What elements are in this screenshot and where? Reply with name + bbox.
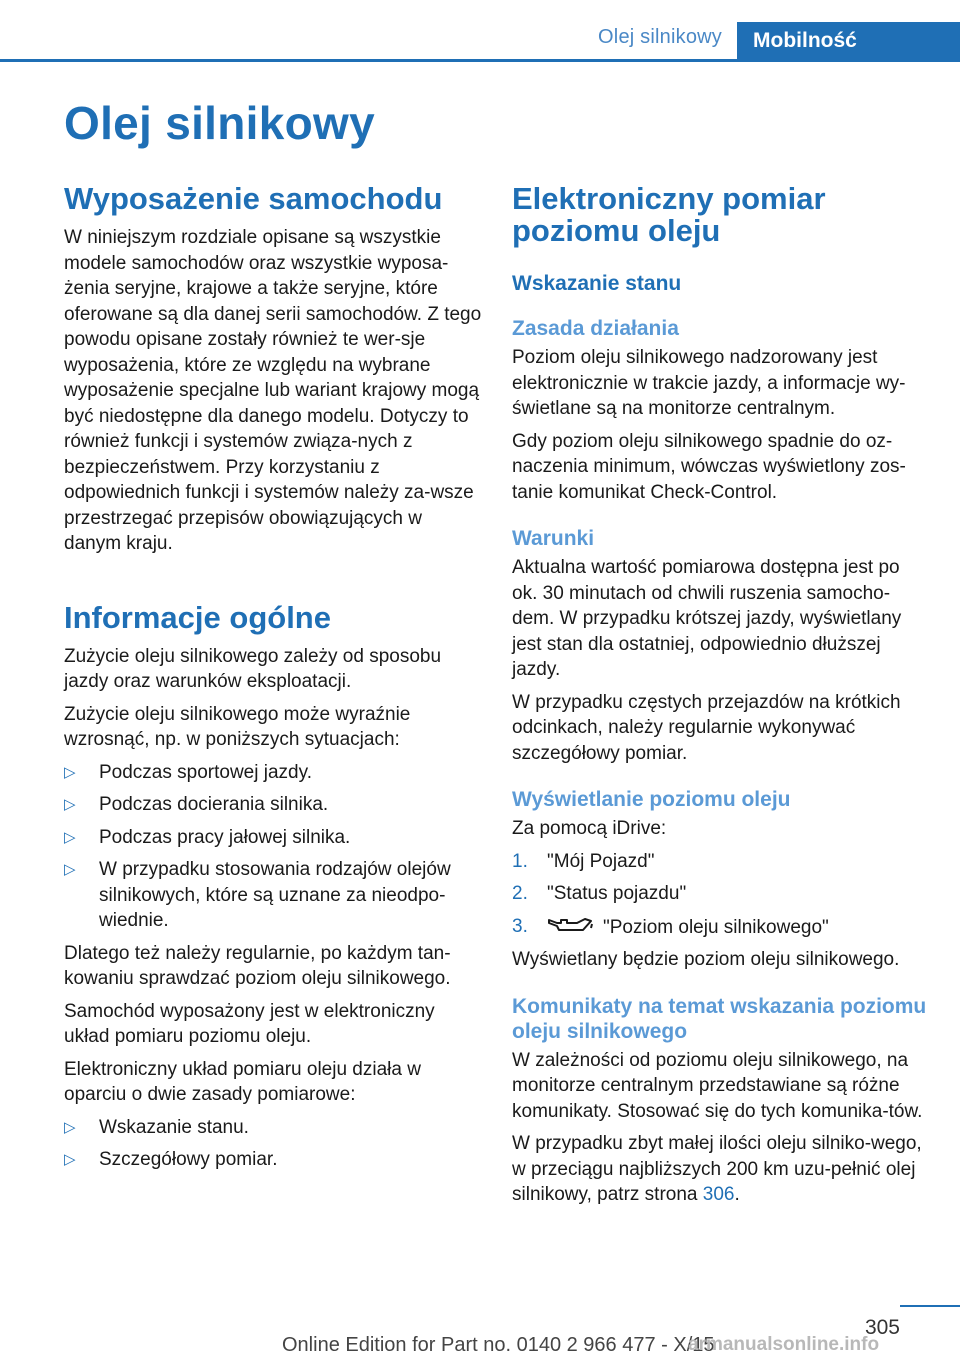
heading-wskazanie-stanu: Wskazanie stanu — [512, 272, 682, 295]
oil-can-icon — [547, 914, 595, 936]
paragraph-wyposazenie: W niniejszym rozdziale opisane są wszystkie modele samochodów oraz wszystkie wyposa‐żenia seryjne, krajowe a także seryjne, które oferowane są dla danej serii samochodów. Z tego powodu opisane zostały również te wer‐sje wyposażenia, które ze względu na wybrane wyposażenie specjalne lub wariant krajowy mogą być niedostępne dla danego modelu. Dotyczy to również funkcji i systemów związa‐nych z bezpieczeństwem. Przy korzystaniu z odpowiednich funkcji i systemów należy za‐wsze przestrzegać przepisów obowiązujących w danym kraju. — [64, 227, 482, 554]
page-title: Olej silnikowy — [64, 97, 375, 149]
paragraph-zasada-2: Gdy poziom oleju silnikowego spadnie do oz‐naczenia minimum, wówczas wyświetlony zos‐tanie komunikat Check-Control. — [512, 430, 906, 503]
paragraph-zuzycie-1: Zużycie oleju silnikowego zależy od sposobu jazdy oraz warunków eksploatacji. — [64, 645, 442, 692]
heading-informacje-ogolne: Informacje ogólne — [64, 599, 331, 635]
paragraph-warunki-1: Aktualna wartość pomiarowa dostępna jest po ok. 30 minutach od chwili ruszenia samocho‐dem. W przypadku krótszej jazdy, wyświetlany jest stan dla ostatniej, odpowiednio dłuższej jazdy. — [512, 557, 902, 680]
principles-list — [64, 1115, 484, 1173]
list-item: ▷ Podczas docierania silnika. — [64, 792, 484, 818]
paragraph-zasada-1: Poziom oleju silnikowego nadzorowany jest elektronicznie w trakcie jazdy, a informacje wy‐świetlane są na monitorze centralnym. — [512, 347, 906, 419]
triangle-bullet-icon: ▷ — [64, 861, 76, 878]
right-column — [512, 183, 928, 1215]
situations-list — [64, 760, 484, 934]
header-chapter-tab: Mobilność — [737, 22, 960, 60]
list-item: ▷ Szczegółowy pomiar. — [64, 1147, 484, 1173]
triangle-bullet-icon: ▷ — [64, 763, 76, 781]
list-item: ▷ Wskazanie stanu. — [64, 1115, 484, 1141]
page-number: 305 — [864, 1316, 900, 1339]
paragraph-komunikaty-2: W przypadku zbyt małej ilości oleju silniko‐wego, w przeciągu najbliższych 200 km uzu‐pełnić olej silnikowy, patrz strona 306. — [512, 1133, 922, 1205]
heading-komunikaty: Komunikaty na temat wskazania poziomu oleju silnikowego — [512, 994, 927, 1043]
triangle-bullet-icon: ▷ — [64, 796, 76, 813]
heading-wyswietlanie: Wyświetlanie poziomu oleju — [512, 788, 791, 811]
paragraph-samochod: Samochód wyposażony jest w elektroniczny układ pomiaru poziomu oleju. — [64, 1000, 435, 1047]
edition-note: Online Edition for Part no. 0140 2 966 477 - X/15 — [282, 1334, 715, 1356]
triangle-bullet-icon: ▷ — [64, 828, 76, 846]
left-column — [64, 183, 484, 1180]
list-item: 1. "Mój Pojazd" — [512, 850, 655, 872]
list-item: ▷ Podczas sportowej jazdy. — [64, 760, 484, 786]
list-item: 3. "Poziom oleju silnikowego" — [512, 915, 829, 938]
paragraph-elektroniczny: Elektroniczny układ pomiaru oleju działa w oparciu o dwie zasady pomiarowe: — [64, 1058, 421, 1105]
page-reference-link[interactable]: 306 — [702, 1184, 735, 1205]
heading-zasada-dzialania: Zasada działania — [512, 317, 679, 340]
list-item: ▷ W przypadku stosowania rodzajów olejów silnikowych, które są uznane za nieodpo‐wiednie. — [64, 859, 451, 931]
heading-wyposazenie: Wyposażenie samochodu — [64, 181, 443, 216]
paragraph-warunki-2: W przypadku częstych przejazdów na krótkich odcinkach, należy regularnie wykonywać szczegółowy pomiar. — [512, 691, 901, 764]
triangle-bullet-icon: ▷ — [64, 1118, 76, 1136]
idrive-steps — [512, 849, 928, 941]
paragraph-idrive: Za pomocą iDrive: — [512, 818, 667, 839]
paragraph-dlatego: Dlatego też należy regularnie, po każdym tan‐kowaniu sprawdzać poziom oleju silnikowego. — [64, 942, 451, 989]
paragraph-wyswietlany: Wyświetlany będzie poziom oleju silnikowego. — [512, 949, 900, 970]
paragraph-komunikaty-1: W zależności od poziomu oleju silnikowego, na monitorze centralnym przedstawiane są różne komunikaty. Stosować się do tych komunika‐tów. — [512, 1049, 923, 1122]
paragraph-zuzycie-2: Zużycie oleju silnikowego może wyraźnie wzrosnąć, np. w poniższych sytuacjach: — [64, 703, 411, 750]
triangle-bullet-icon: ▷ — [64, 1151, 76, 1168]
heading-warunki: Warunki — [512, 527, 595, 550]
list-item: ▷ Podczas pracy jałowej silnika. — [64, 825, 484, 851]
list-item: 2. "Status pojazdu" — [512, 883, 687, 904]
heading-elektroniczny-pomiar: Elektroniczny pomiar poziomu oleju — [512, 181, 826, 248]
header-section-title: Olej silnikowy — [598, 26, 722, 48]
watermark: armanualsonline.info — [688, 1334, 880, 1355]
footer-rule — [900, 1305, 960, 1307]
